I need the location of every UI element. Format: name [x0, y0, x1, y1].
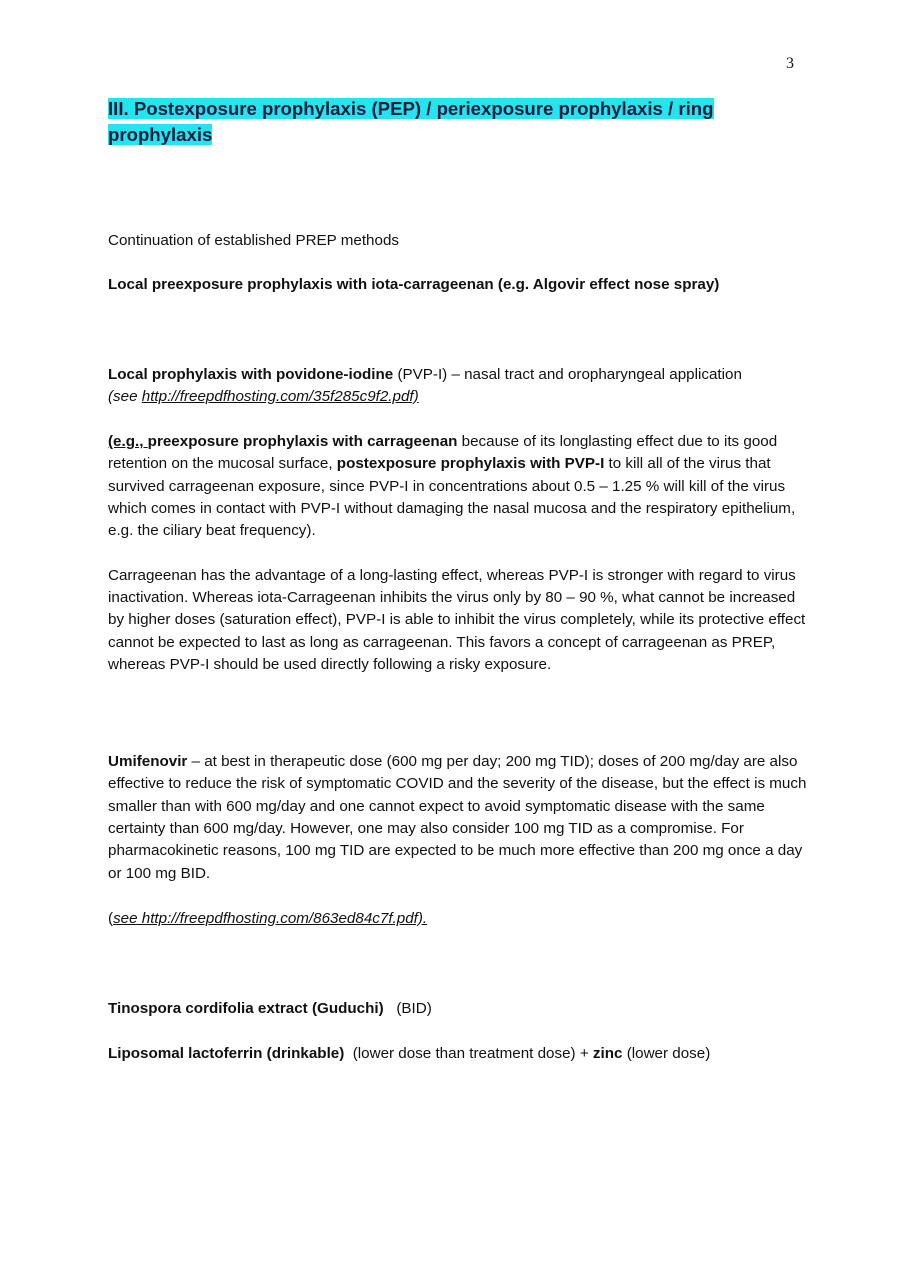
tinospora-bold: Tinospora cordifolia extract (Guduchi) [108, 1000, 384, 1018]
eg-prefix: (e.g., [108, 433, 148, 451]
eg-bold-1: preexposure prophylaxis with carrageenan [147, 433, 458, 451]
lactoferrin-bold: Liposomal lactoferrin (drinkable) [108, 1044, 345, 1062]
pvpi-paragraph [108, 364, 808, 409]
tinospora-line [108, 998, 808, 1020]
eg-bold-2: postexposure prophylaxis with PVP-I [336, 455, 605, 473]
intro-text: Continuation of established PREP methods [108, 232, 399, 249]
section-heading [108, 96, 808, 148]
pvpi-bold: Local prophylaxis with povidone-iodine [108, 365, 394, 383]
eg-paragraph [108, 431, 808, 542]
pvpi-link[interactable]: http://freepdfhosting.com/35f285c9f2.pdf) [141, 387, 419, 405]
carrageenan-heading-text: Local preexposure prophylaxis with iota-carrageenan (e.g. Algovir effect nose spray) [108, 276, 720, 294]
document-body [108, 96, 808, 1065]
lactoferrin-middle: (lower dose than treatment dose) + [344, 1044, 593, 1062]
pvpi-rest: (PVP-I) – nasal tract and oropharyngeal application [393, 365, 742, 383]
eg-text-1: because of its longlasting effect due to its good retention on the mucosal surface, [108, 433, 778, 473]
page-number: 3 [786, 55, 794, 72]
umifenovir-bold: Umifenovir [108, 753, 188, 771]
carrageenan-heading [108, 274, 808, 296]
pvpi-see-prefix: (see [108, 387, 142, 405]
section-heading-line-2: prophylaxis [108, 124, 213, 145]
comparison-paragraph: Carrageenan has the advantage of a long-lasting effect, whereas PVP-I is stronger with regard to virus inactivation. Whereas iota-Carrageenan inhibits the virus only by 80 – 90 %, what cannot be increased by higher doses (saturation effect), PVP-I is able to inhibit the virus completely, while its protective effect cannot be expected to last as long as carrageenan. This favors a concept of carrageenan as PREP, whereas PVP-I should be used directly following a risky exposure. [108, 566, 806, 673]
umifenovir-link[interactable]: see http://freepdfhosting.com/863ed84c7f.pdf). [113, 909, 428, 927]
section-heading-line-1: III. Postexposure prophylaxis (PEP) / periexposure prophylaxis / ring [108, 98, 714, 119]
umifenovir-see-open: ( [108, 909, 114, 927]
tinospora-rest: (BID) [383, 1000, 432, 1018]
umifenovir-see [108, 908, 808, 930]
zinc-bold: zinc [592, 1044, 623, 1062]
umifenovir-paragraph [108, 751, 808, 885]
umifenovir-text: – at best in therapeutic dose (600 mg per day; 200 mg TID); doses of 200 mg/day are also effective to reduce the risk of symptomatic COVID and the severity of the disease, but the effect is much smaller than with 600 mg/day and one cannot expect to avoid symptomatic disease with the same certainty than 600 mg/day. However, one may also consider 100 mg TID as a compromise. For pharmacokinetic reasons, 100 mg TID are expected to be much more effective than 200 mg once a day or 100 mg BID. [108, 753, 807, 882]
lactoferrin-end: (lower dose) [622, 1044, 711, 1062]
lactoferrin-line [108, 1043, 808, 1065]
eg-text-2: to kill all of the virus that survived carrageenan exposure, since PVP-I in concentrations about 0.5 – 1.25 % will kill of the virus which comes in contact with PVP-I without damaging the nasal mucosa and the respiratory epithelium, e.g. the ciliary beat frequency). [108, 455, 796, 540]
